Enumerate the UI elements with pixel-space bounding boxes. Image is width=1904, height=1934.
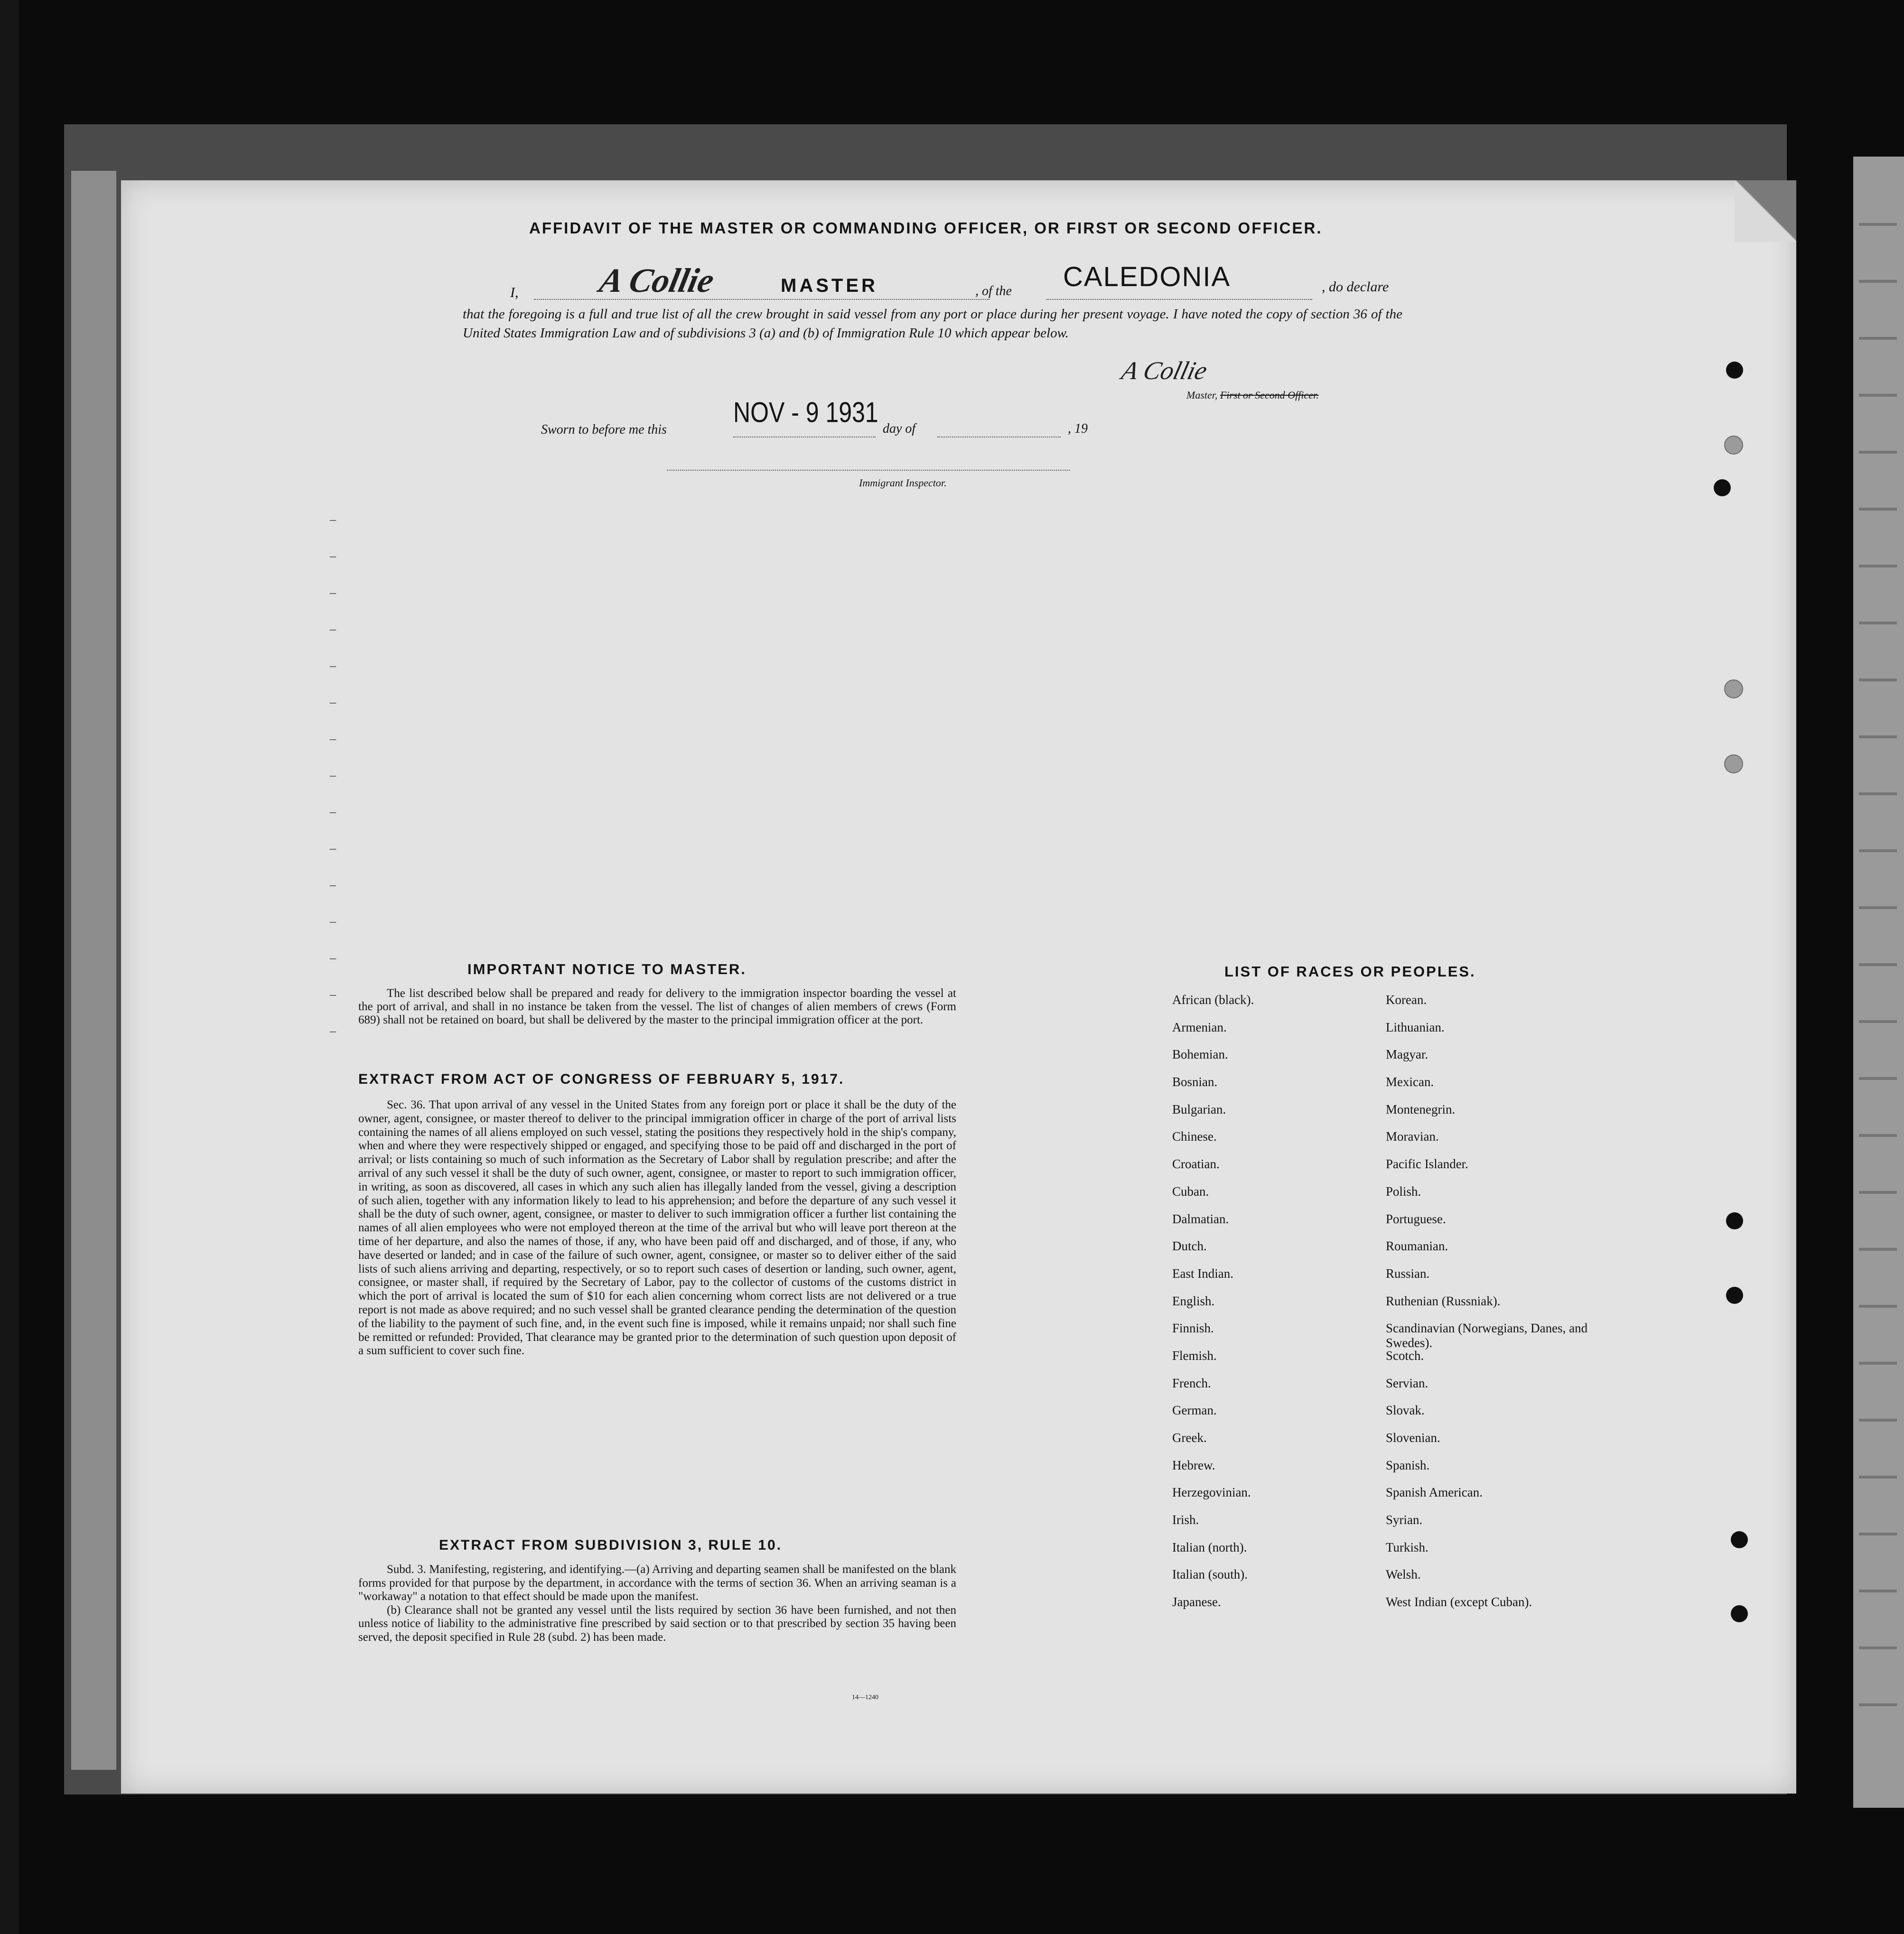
caption-master: Master, (1186, 389, 1218, 401)
master-name-signature: A Collie (596, 261, 718, 299)
rule-paragraph-a: Subd. 3. Manifesting, registering, and identifying.—(a) Arriving and departing seamen shall be manifested on the blank forms provided for that purpose by the department, in accordance with the terms of section 36. When an arriving seaman is a "workaway" a notation to that effect should be made upon the manifest. (358, 1563, 956, 1603)
race-entry: Slovenian. (1386, 1431, 1440, 1445)
races-title: LIST OF RACES OR PEOPLES. (1224, 963, 1476, 980)
race-entry: Finnish. (1172, 1321, 1214, 1336)
signature-caption (1186, 389, 1319, 401)
race-entry: African (black). (1172, 993, 1254, 1007)
margin-mark: – (330, 768, 336, 782)
master-signature: A Collie (1119, 356, 1210, 385)
adjacent-page-right (1853, 157, 1904, 1808)
punch-hole (1731, 1531, 1748, 1548)
race-entry: Lithuanian. (1386, 1020, 1445, 1034)
punch-hole (1726, 1212, 1743, 1229)
margin-marks (330, 512, 336, 1060)
race-entry: Greek. (1172, 1431, 1207, 1445)
race-row (1172, 1129, 1599, 1157)
race-entry: Syrian. (1386, 1513, 1423, 1527)
punch-hole (1726, 1287, 1743, 1304)
race-row (1172, 1321, 1599, 1348)
race-entry: Italian (north). (1172, 1540, 1247, 1554)
race-entry: Chinese. (1172, 1129, 1217, 1144)
race-entry: Scotch. (1386, 1348, 1424, 1363)
margin-mark: – (330, 512, 336, 526)
race-row (1172, 1513, 1599, 1540)
race-row (1172, 1567, 1599, 1595)
name-rule (534, 299, 989, 300)
notice-text: The list described below shall be prepared and ready for delivery to the immigration inspector boarding the vessel at the port of arrival, and shall in no instance be taken from the vessel. The list of changes of alien members of crews (Form 689) shall not be retained on board, but shall be delivered by the master to the principal immigration officer at the port. (358, 987, 956, 1026)
race-row (1172, 1376, 1599, 1404)
extract-rule-title: EXTRACT FROM SUBDIVISION 3, RULE 10. (439, 1537, 783, 1553)
race-row (1172, 1431, 1599, 1458)
race-entry: Moravian. (1386, 1129, 1439, 1144)
race-row (1172, 1075, 1599, 1102)
rank-label: MASTER (781, 275, 878, 296)
affidavit-i-label: I, (510, 285, 519, 300)
race-row (1172, 1595, 1599, 1622)
race-entry: Bosnian. (1172, 1075, 1218, 1089)
race-entry: Portuguese. (1386, 1211, 1446, 1226)
race-entry: Italian (south). (1172, 1567, 1248, 1582)
margin-mark: – (330, 586, 336, 599)
race-entry: Pacific Islander. (1386, 1157, 1468, 1172)
race-entry: Herzegovinian. (1172, 1485, 1251, 1500)
notice-title: IMPORTANT NOTICE TO MASTER. (467, 961, 747, 977)
race-entry: Armenian. (1172, 1020, 1227, 1034)
race-entry: Bulgarian. (1172, 1102, 1226, 1116)
race-entry: English. (1172, 1293, 1215, 1308)
of-the-label: , of the (975, 284, 1012, 298)
race-row (1172, 1294, 1599, 1321)
rule-10-text (358, 1563, 956, 1645)
punch-hole (1731, 1605, 1748, 1622)
do-declare-label: , do declare (1322, 279, 1389, 295)
race-entry: Hebrew. (1172, 1458, 1215, 1472)
race-entry: Spanish. (1386, 1458, 1430, 1472)
margin-mark: – (330, 805, 336, 818)
race-entry: Spanish American. (1386, 1485, 1483, 1500)
race-entry: Slovak. (1386, 1403, 1425, 1418)
race-entry: Bohemian. (1172, 1047, 1228, 1062)
race-entry: Ruthenian (Russniak). (1386, 1293, 1501, 1308)
race-entry: Polish. (1386, 1184, 1421, 1199)
margin-mark: – (330, 878, 336, 892)
punch-hole (1724, 436, 1743, 455)
punch-hole (1724, 679, 1743, 698)
form-number: 14—1240 (852, 1694, 878, 1701)
race-entry: Croatian. (1172, 1157, 1220, 1172)
race-row (1172, 1348, 1599, 1376)
race-entry: Mexican. (1386, 1075, 1434, 1089)
declaration-text: that the foregoing is a full and true list of all the crew brought in said vessel from any port or place during her present voyage. I have noted the copy of section 36 of the United States Immigration Law and of subdivisions 3 (a) and (b) of Immigration Rule 10 which appear below. (463, 307, 1402, 341)
margin-mark: – (330, 987, 336, 1001)
race-entry: Dalmatian. (1172, 1211, 1229, 1226)
race-entry: East Indian. (1172, 1266, 1233, 1281)
race-entry: Servian. (1386, 1376, 1428, 1390)
folded-corner (1735, 180, 1796, 242)
race-row (1172, 1403, 1599, 1431)
margin-mark: – (330, 695, 336, 709)
race-row (1172, 1102, 1599, 1130)
year-label: , 19 (1068, 421, 1088, 436)
race-row (1172, 1047, 1599, 1075)
day-of-label: day of (883, 421, 916, 436)
race-row (1172, 1458, 1599, 1486)
race-row (1172, 1020, 1599, 1048)
margin-mark: – (330, 659, 336, 672)
race-entry: German. (1172, 1403, 1217, 1418)
vessel-rule (1046, 299, 1312, 300)
inspector-caption: Immigrant Inspector. (859, 477, 947, 489)
race-entry: Magyar. (1386, 1047, 1428, 1062)
margin-mark: – (330, 914, 336, 928)
race-row (1172, 1266, 1599, 1294)
race-entry: Roumanian. (1386, 1239, 1448, 1254)
race-entry: Turkish. (1386, 1540, 1428, 1554)
margin-mark: – (330, 622, 336, 636)
affidavit-title: AFFIDAVIT OF THE MASTER OR COMMANDING OFFICER, OR FIRST OR SECOND OFFICER. (529, 219, 1323, 237)
margin-mark: – (330, 951, 336, 965)
section-36-text: Sec. 36. That upon arrival of any vessel in the United States from any foreign port or place it shall be the duty of the owner, agent, consignee, or master thereof to deliver to the principal immigration officer in charge of the port of arrival lists containing the names of all aliens employed on such vessel, stating the positions they respectively hold in the ship's company, when and where they were respectively shipped or engaged, and specifying those to be paid off and discharged in the port of arrival; or lists containing so much of such information as the Secretary of Labor shall by regulation prescribe; and after the arrival of any such vessel it shall be the duty of such owner, agent, consignee, or master to report to such immigration officer, in writing, as soon as discovered, all cases in which any such alien has illegally landed from the vessel, giving a description of such alien, together with any information likely to lead to his apprehension; and before the departure of any such vessel it shall be the duty of such owner, agent, consignee, or master to deliver to such immigration officer a further list containing the names of all alien employees who were not employed thereon at the time of the arrival but who will leave port thereon at the time of her departure, and also the names of those, if any, who have been paid off and discharged, and of those, if any, who have deserted or landed; and in case of the failure of such owner, agent, consignee, or master so to deliver either of the said lists of such aliens arriving and departing, respectively, or so to report such cases of desertion or landing, such owner, agent, consignee, or master shall, if required by the Secretary of Labor, pay to the collector of customs of the customs district in which the port of arrival is located the sum of $10 for each alien concerning whom correct lists are not delivered or a true report is not made as above required; and no such vessel shall be granted clearance pending the determination of the question of the liability to the payment of such fine, and, in the event such fine is imposed, while it remains unpaid; nor shall such fine be remitted or refunded: Provided, That clearance may be granted prior to the determination of such question upon deposit of a sum sufficient to cover such fine. (358, 1098, 956, 1358)
race-row (1172, 993, 1599, 1020)
race-entry: Russian. (1386, 1266, 1430, 1281)
race-row (1172, 1157, 1599, 1184)
race-entry: Cuban. (1172, 1184, 1209, 1199)
margin-mark: – (330, 549, 336, 563)
races-list (1172, 993, 1599, 1622)
race-entry: Flemish. (1172, 1348, 1217, 1363)
race-row (1172, 1184, 1599, 1212)
punch-hole (1724, 754, 1743, 773)
race-entry: French. (1172, 1376, 1211, 1390)
margin-mark: – (330, 1024, 336, 1038)
race-entry: Scandinavian (Norwegians, Danes, and Swedes). (1386, 1321, 1588, 1350)
punch-hole (1726, 362, 1743, 379)
margin-mark: – (330, 732, 336, 745)
race-entry: Korean. (1386, 993, 1427, 1007)
race-entry: Montenegrin. (1386, 1102, 1456, 1116)
extract-act-title: EXTRACT FROM ACT OF CONGRESS OF FEBRUARY 5, 1917. (358, 1071, 845, 1087)
race-entry: Welsh. (1386, 1567, 1421, 1582)
race-entry: Irish. (1172, 1513, 1199, 1527)
race-entry: West Indian (except Cuban). (1386, 1595, 1532, 1609)
underlying-page-edge-left (71, 171, 116, 1770)
race-row (1172, 1485, 1599, 1513)
affidavit-page (121, 180, 1796, 1794)
margin-mark: – (330, 841, 336, 855)
punch-hole (1714, 479, 1731, 496)
race-row (1172, 1212, 1599, 1239)
inspector-rule (667, 470, 1070, 471)
race-row (1172, 1540, 1599, 1568)
vessel-name: CALEDONIA (1063, 261, 1231, 292)
sworn-label: Sworn to before me this (541, 422, 667, 437)
film-edge-left (0, 0, 19, 1934)
date-stamp: NOV - 9 1931 (733, 396, 878, 428)
caption-struck-officer: First or Second Officer. (1220, 389, 1319, 401)
race-row (1172, 1239, 1599, 1266)
race-entry: Dutch. (1172, 1239, 1207, 1254)
race-entry: Japanese. (1172, 1595, 1221, 1609)
rule-paragraph-b: (b) Clearance shall not be granted any vessel until the lists required by section 36 have been furnished, and not then unless notice of liability to the administrative fine prescribed by said section or to that prescribed by section 35 having been served, the deposit specified in Rule 28 (subd. 2) has been made. (358, 1603, 956, 1644)
